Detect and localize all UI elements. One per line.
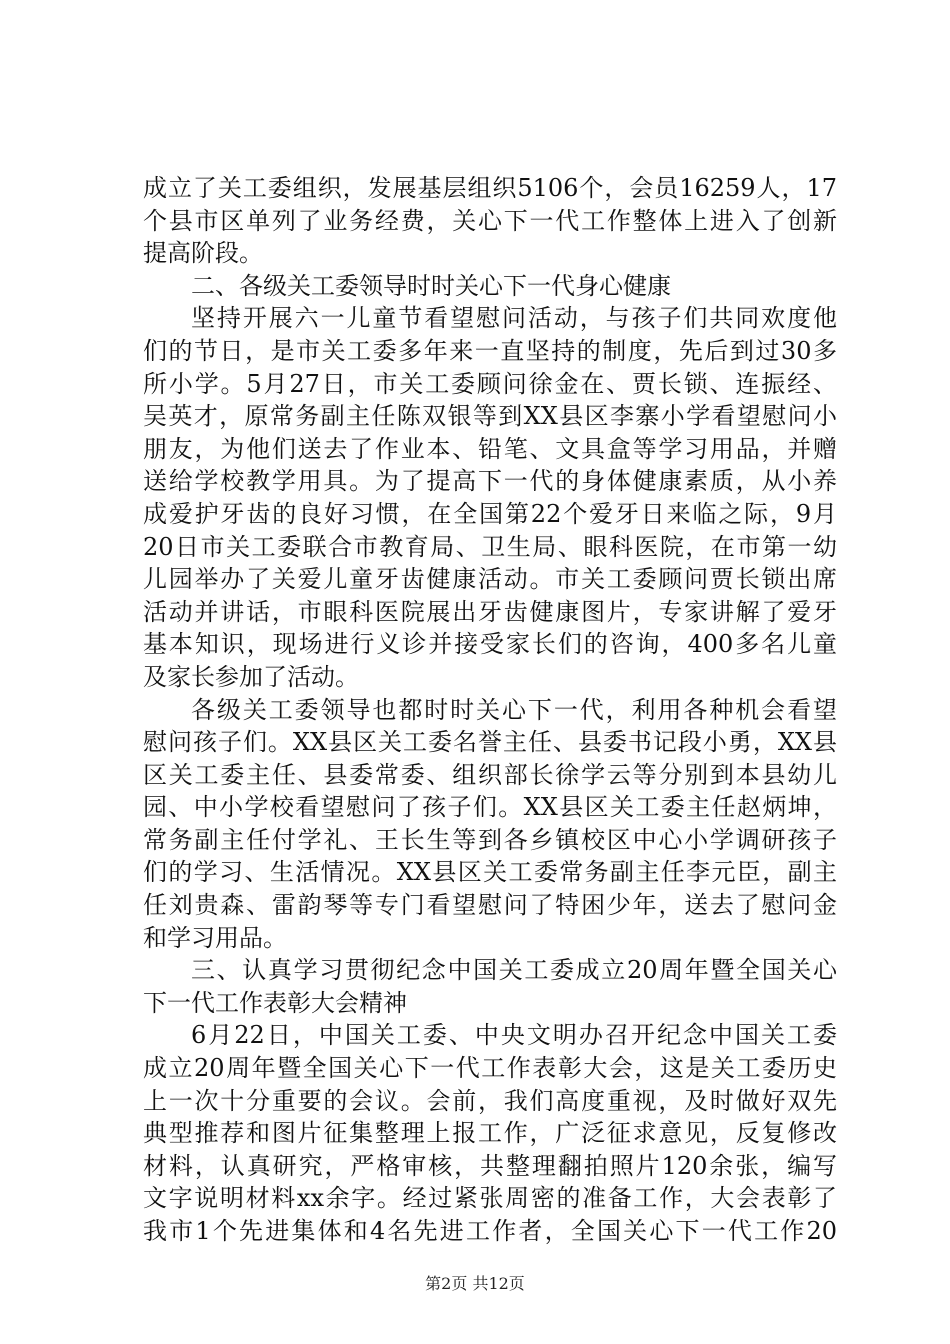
text-line: 文字说明材料xx余字。经过紧张周密的准备工作，大会表彰了: [143, 1184, 837, 1213]
text-line: 坚持开展六一儿童节看望慰问活动，与孩子们共同欢度他: [191, 304, 837, 333]
text-line: 儿园举办了关爱儿童牙齿健康活动。市关工委顾问贾长锁出席: [143, 565, 837, 594]
section-heading: 二、各级关工委领导时时关心下一代身心健康: [191, 271, 671, 300]
text-line: 园、中小学校看望慰问了孩子们。XX县区关工委主任赵炳坤，: [143, 793, 837, 822]
text-line: 提高阶段。: [143, 239, 263, 268]
text-line: 所小学。5月27日，市关工委顾问徐金在、贾长锁、连振经、: [143, 369, 837, 398]
text-line: 吴英才，原常务副主任陈双银等到XX县区李寨小学看望慰问小: [143, 402, 837, 431]
text-line: 成立了关工委组织，发展基层组织5106个，会员16259人，17: [143, 174, 837, 202]
section-heading: 三、认真学习贯彻纪念中国关工委成立20周年暨全国关心: [191, 956, 837, 985]
text-line: 们的学习、生活情况。XX县区关工委常务副主任李元臣，副主: [143, 858, 837, 887]
text-line: 上一次十分重要的会议。会前，我们高度重视，及时做好双先: [143, 1086, 837, 1115]
text-line: 及家长参加了活动。: [143, 662, 359, 691]
page-number-footer: 第2页 共12页: [425, 1274, 525, 1293]
text-line: 送给学校教学用具。为了提高下一代的身体健康素质，从小养: [143, 467, 837, 496]
text-line: 活动并讲话，市眼科医院展出牙齿健康图片，专家讲解了爱牙: [143, 597, 837, 626]
section-heading: 下一代工作表彰大会精神: [143, 988, 407, 1017]
text-line: 朋友，为他们送去了作业本、铅笔、文具盒等学习用品，并赠: [143, 434, 837, 463]
text-line: 常务副主任付学礼、王长生等到各乡镇校区中心小学调研孩子: [143, 825, 837, 854]
document-body: [143, 172, 837, 1248]
text-line: 成立20周年暨全国关心下一代工作表彰大会，这是关工委历史: [143, 1054, 837, 1083]
text-line: 任刘贵森、雷韵琴等专门看望慰问了特困少年，送去了慰问金: [143, 891, 837, 920]
text-line: 个县市区单列了业务经费，关心下一代工作整体上进入了创新: [143, 206, 837, 235]
text-line: 典型推荐和图片征集整理上报工作，广泛征求意见，反复修改: [143, 1119, 837, 1148]
text-line: 区关工委主任、县委常委、组织部长徐学云等分别到本县幼儿: [143, 760, 837, 789]
text-line: 6月22日，中国关工委、中央文明办召开纪念中国关工委: [191, 1021, 837, 1050]
text-line: 慰问孩子们。XX县区关工委名誉主任、县委书记段小勇，XX县: [143, 728, 837, 757]
text-line: 基本知识，现场进行义诊并接受家长们的咨询，400多名儿童: [143, 630, 837, 659]
text-line: 和学习用品。: [143, 923, 287, 952]
text-line: 我市1个先进集体和4名先进工作者，全国关心下一代工作20: [143, 1217, 837, 1245]
text-line: 们的节日，是市关工委多年来一直坚持的制度，先后到过30多: [143, 336, 837, 365]
text-line: 材料，认真研究，严格审核，共整理翻拍照片120余张，编写: [143, 1151, 837, 1180]
text-line: 20日市关工委联合市教育局、卫生局、眼科医院，在市第一幼: [143, 532, 837, 561]
text-line: 成爱护牙齿的良好习惯，在全国第22个爱牙日来临之际，9月: [143, 499, 837, 528]
text-line: 各级关工委领导也都时时关心下一代，利用各种机会看望: [191, 695, 837, 724]
